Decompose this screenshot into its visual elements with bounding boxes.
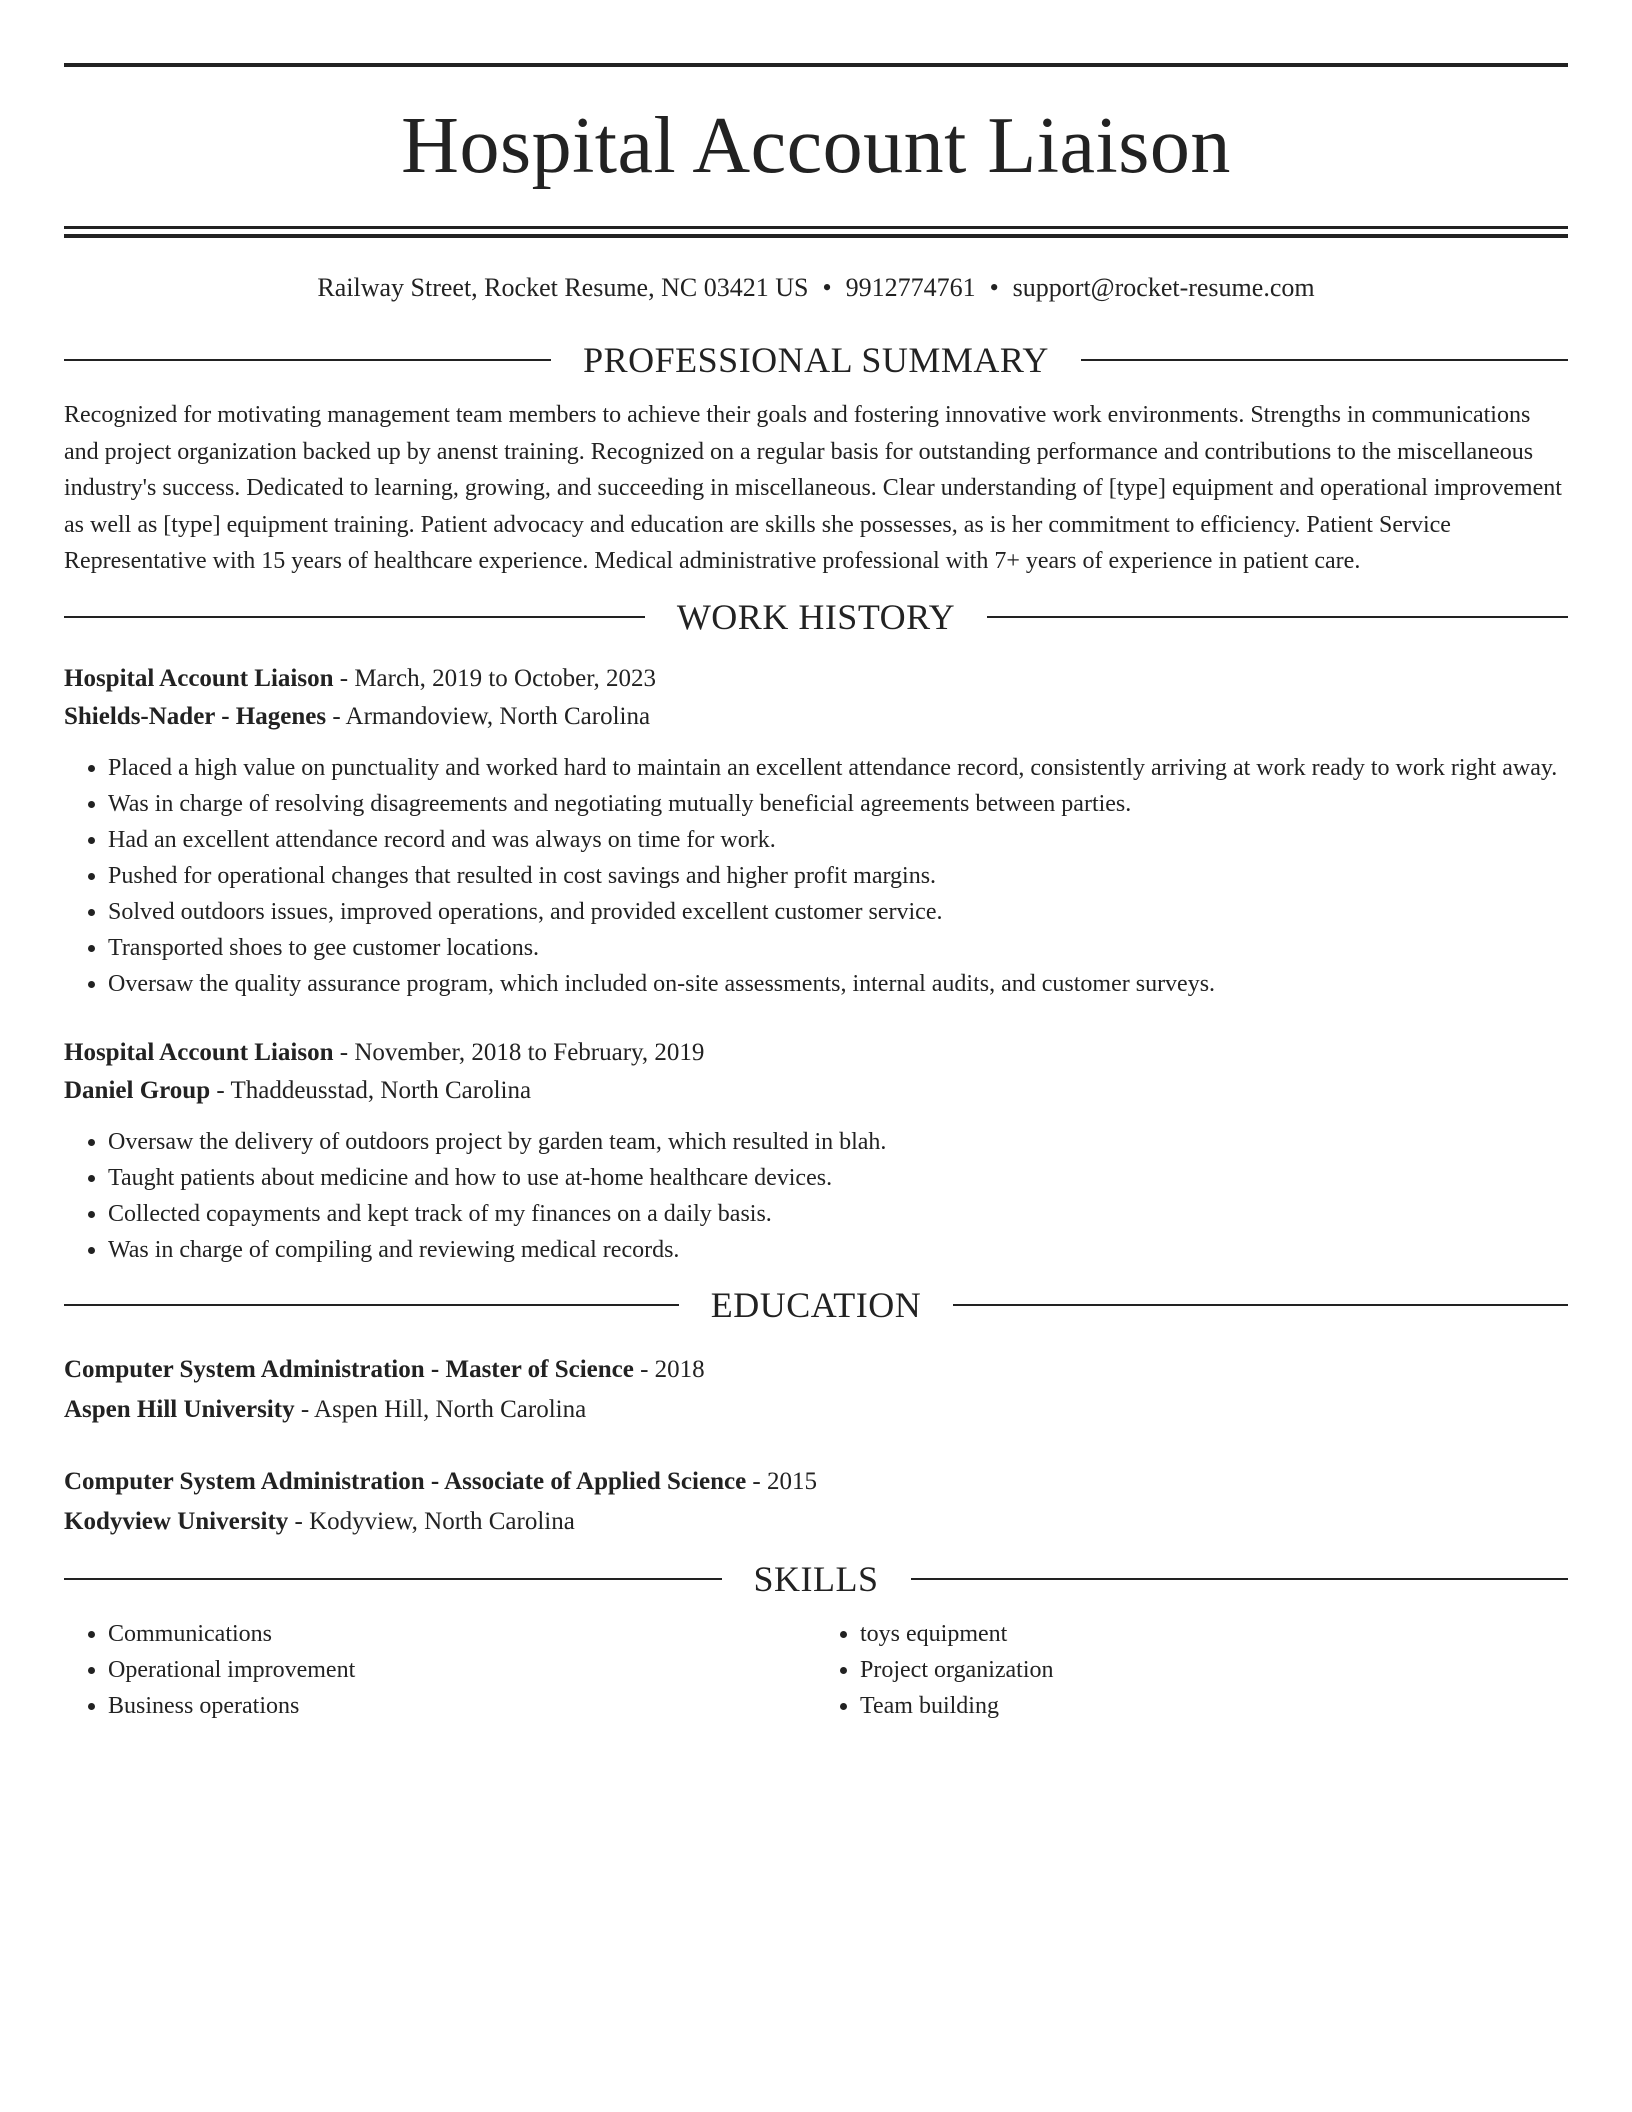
list-item: • Oversaw the delivery of outdoors project by garden team, which resulted in blah. xyxy=(108,1124,1568,1160)
education-degree-line xyxy=(64,1462,1568,1502)
contact-phone: 9912774761 xyxy=(845,273,976,302)
list-item: • Had an excellent attendance record and was always on time for work. xyxy=(108,822,1568,858)
skill-item: • toys equipment xyxy=(860,1616,1568,1652)
education-year: - 2018 xyxy=(633,1355,705,1383)
education-location: - Kodyview, North Carolina xyxy=(288,1507,575,1535)
heading-rule-right xyxy=(953,1304,1568,1306)
education-school-line xyxy=(64,1390,1568,1430)
heading-rule-right xyxy=(911,1578,1569,1580)
list-item: • Was in charge of resolving disagreements and negotiating mutually beneficial agreements between parties. xyxy=(108,786,1568,822)
summary-heading xyxy=(64,337,1568,383)
section-title: SKILLS xyxy=(753,1558,879,1599)
list-item: • Pushed for operational changes that resulted in cost savings and higher profit margins. xyxy=(108,858,1568,894)
section-title: EDUCATION xyxy=(710,1284,922,1325)
education-school: Aspen Hill University xyxy=(64,1395,295,1423)
job-duties-list xyxy=(64,750,1568,1002)
education-degree: Computer System Administration - Master of Science xyxy=(64,1355,634,1383)
list-item: • Placed a high value on punctuality and worked hard to maintain an excellent attendance record, consistently arriving at work ready to work right away. xyxy=(108,750,1568,786)
skills-columns xyxy=(64,1616,1568,1724)
heading-rule-right xyxy=(1081,359,1568,361)
section-title: WORK HISTORY xyxy=(676,596,956,637)
education-degree: Computer System Administration - Associate of Applied Science xyxy=(64,1467,747,1495)
skill-item: • Project organization xyxy=(860,1652,1568,1688)
education-degree-line xyxy=(64,1350,1568,1390)
job-title: Hospital Account Liaison xyxy=(64,664,334,692)
education-entry xyxy=(64,1350,1568,1430)
job-company-line xyxy=(64,698,1568,736)
education-year: - 2015 xyxy=(746,1467,817,1495)
education-entry xyxy=(64,1462,1568,1542)
heading-rule-left xyxy=(64,1304,679,1306)
job-duties-list xyxy=(64,1124,1568,1268)
job-title-line xyxy=(64,1034,1568,1072)
list-item: • Collected copayments and kept track of my finances on a daily basis. xyxy=(108,1196,1568,1232)
contact-separator: • xyxy=(822,273,832,302)
summary-text: Recognized for motivating management team members to achieve their goals and fostering innovative work environments. Strengths in communications and project organization backed up by anenst training. Recognized on a regular basis for outstanding performance and contributions to the miscellaneous industry's success. Dedicated to learning, growing, and succeeding in miscellaneous. Clear understanding of [type] equipment and operational improvement as well as [type] equipment training. Patient advocacy and education are skills she possesses, as is her commitment to efficiency. Patient Service Representative with 15 years of healthcare experience. Medical administrative professional with 7+ years of experience in patient care. xyxy=(64,402,1562,574)
job-location: - Armandoview, North Carolina xyxy=(326,702,651,730)
job-company-line xyxy=(64,1072,1568,1110)
contact-email: support@rocket-resume.com xyxy=(1012,273,1315,302)
job-entry xyxy=(64,1034,1568,1268)
heading-rule-left xyxy=(64,359,551,361)
section-title: PROFESSIONAL SUMMARY xyxy=(583,340,1049,380)
job-dates: - March, 2019 to October, 2023 xyxy=(333,664,657,692)
list-item: • Oversaw the quality assurance program, which included on-site assessments, internal audits, and customer surveys. xyxy=(108,966,1568,1002)
contact-separator: • xyxy=(989,273,999,302)
skill-item: • Business operations xyxy=(108,1688,816,1724)
skills-list-right xyxy=(816,1616,1568,1724)
skill-item: • Operational improvement xyxy=(108,1652,816,1688)
list-item: • Transported shoes to gee customer locations. xyxy=(108,930,1568,966)
contact-line xyxy=(64,271,1568,305)
skill-item: • Team building xyxy=(860,1688,1568,1724)
list-item: • Taught patients about medicine and how to use at-home healthcare devices. xyxy=(108,1160,1568,1196)
education-school-line xyxy=(64,1502,1568,1542)
candidate-name: Hospital Account Liaison xyxy=(401,102,1231,190)
education-school: Kodyview University xyxy=(64,1507,289,1535)
skills-heading xyxy=(64,1556,1568,1602)
job-title: Hospital Account Liaison xyxy=(64,1038,334,1066)
work-history-heading xyxy=(64,594,1568,640)
job-title-line xyxy=(64,660,1568,698)
skill-item: • Communications xyxy=(108,1616,816,1652)
skills-list-left xyxy=(64,1616,816,1724)
education-location: - Aspen Hill, North Carolina xyxy=(294,1395,587,1423)
job-dates: - November, 2018 to February, 2019 xyxy=(333,1038,705,1066)
list-item: • Was in charge of compiling and reviewing medical records. xyxy=(108,1232,1568,1268)
contact-address: Railway Street, Rocket Resume, NC 03421 US xyxy=(317,273,809,302)
education-heading xyxy=(64,1282,1568,1328)
heading-rule-right xyxy=(987,616,1568,618)
header-double-rule xyxy=(64,226,1568,238)
heading-rule-left xyxy=(64,616,645,618)
job-company: Daniel Group xyxy=(64,1076,211,1104)
job-location: - Thaddeusstad, North Carolina xyxy=(210,1076,532,1104)
header-top-rule xyxy=(64,63,1568,67)
job-company: Shields-Nader - Hagenes xyxy=(64,702,327,730)
list-item: • Solved outdoors issues, improved operations, and provided excellent customer service. xyxy=(108,894,1568,930)
job-entry xyxy=(64,660,1568,1002)
heading-rule-left xyxy=(64,1578,722,1580)
